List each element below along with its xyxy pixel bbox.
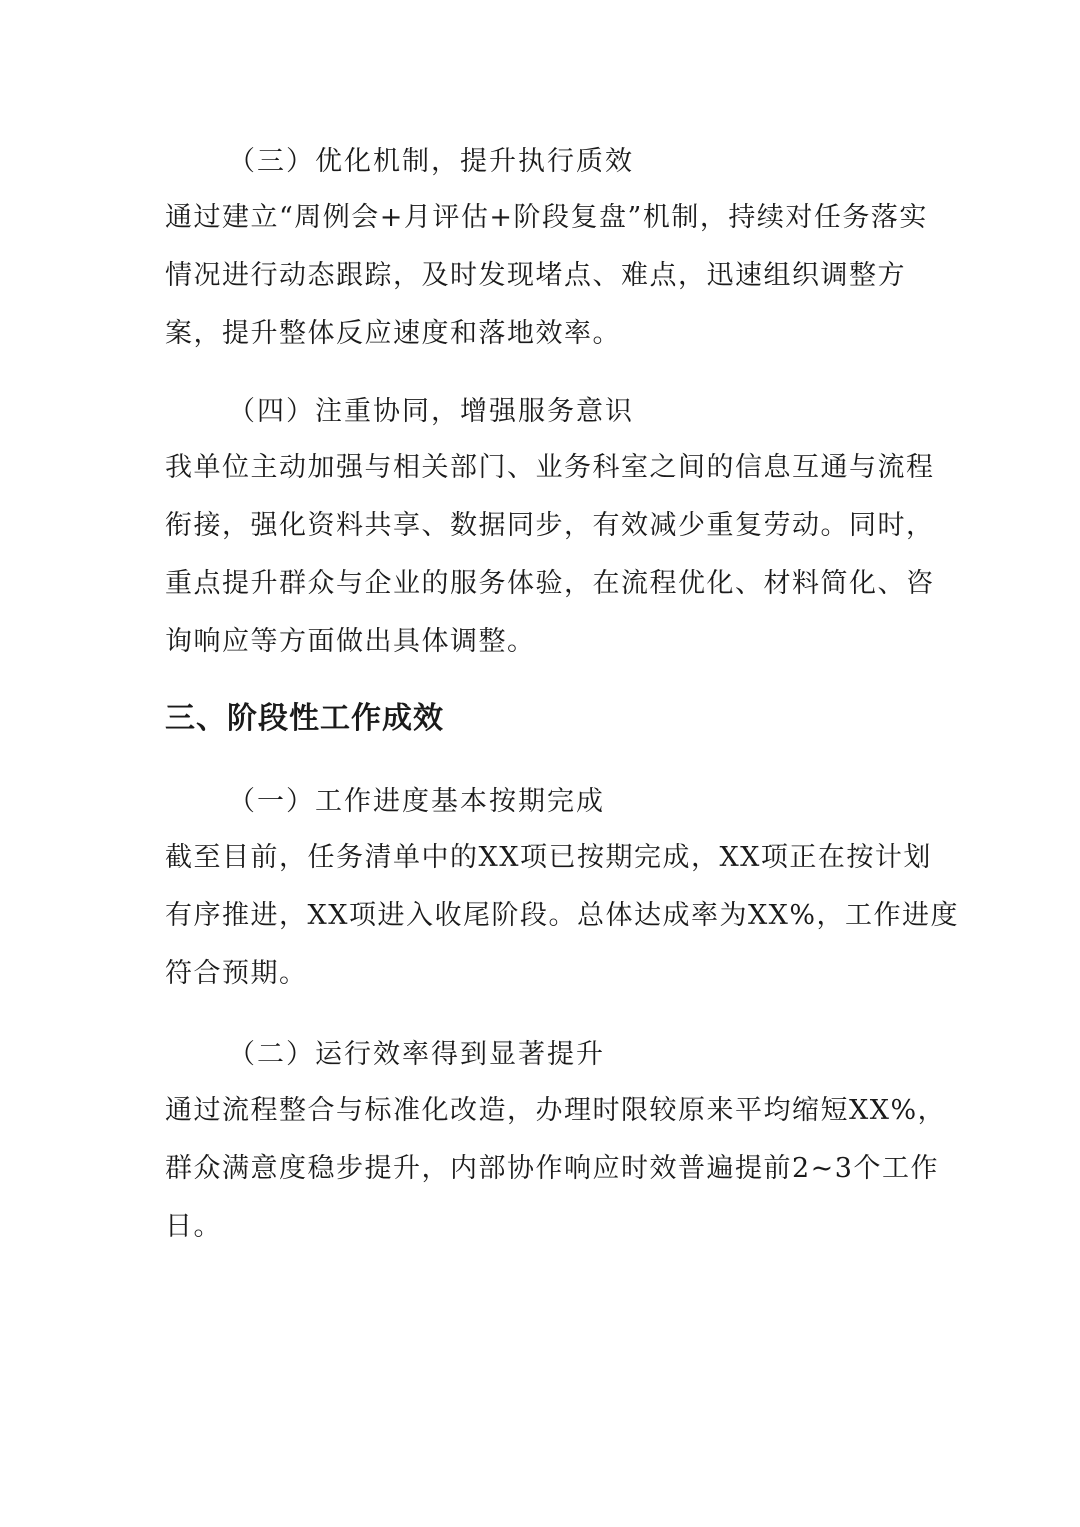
section-heading-results: 三、阶段性工作成效 <box>165 701 444 736</box>
paragraph-coordination <box>165 439 935 671</box>
paragraph-line: 通过流程整合与标准化改造，办理时限较原来平均缩短XX%， <box>165 1095 947 1126</box>
paragraph-line: 衔接，强化资料共享、数据同步，有效减少重复劳动。同时， <box>165 510 935 541</box>
paragraph-line: 群众满意度稳步提升，内部协作响应时效普遍提前2~3个工作 <box>165 1153 939 1184</box>
paragraph-line: 情况进行动态跟踪，及时发现堵点、难点，迅速组织调整方 <box>165 260 906 291</box>
paragraph-line: 截至目前，任务清单中的XX项已按期完成，XX项正在按计划 <box>165 842 932 873</box>
paragraph-progress <box>165 829 960 1003</box>
paragraph-line: 案，提升整体反应速度和落地效率。 <box>165 318 621 349</box>
paragraph-line: 符合预期。 <box>165 958 308 989</box>
paragraph-line: 日。 <box>165 1211 222 1242</box>
paragraph-line: 询响应等方面做出具体调整。 <box>165 626 536 657</box>
paragraph-line: 我单位主动加强与相关部门、业务科室之间的信息互通与流程 <box>165 452 935 483</box>
paragraph-line: 有序推进，XX项进入收尾阶段。总体达成率为XX%，工作进度 <box>165 900 960 931</box>
subheading-optimize-mechanism: （三）优化机制，提升执行质效 <box>228 146 634 177</box>
subheading-progress: （一）工作进度基本按期完成 <box>228 786 605 817</box>
subheading-efficiency: （二）运行效率得到显著提升 <box>228 1039 605 1070</box>
subheading-coordination: （四）注重协同，增强服务意识 <box>228 396 634 427</box>
paragraph-line: 通过建立“周例会+月评估+阶段复盘”机制，持续对任务落实 <box>165 202 928 233</box>
paragraph-line: 重点提升群众与企业的服务体验，在流程优化、材料简化、咨 <box>165 568 935 599</box>
paragraph-efficiency <box>165 1082 947 1256</box>
paragraph-optimize-mechanism <box>165 189 928 363</box>
